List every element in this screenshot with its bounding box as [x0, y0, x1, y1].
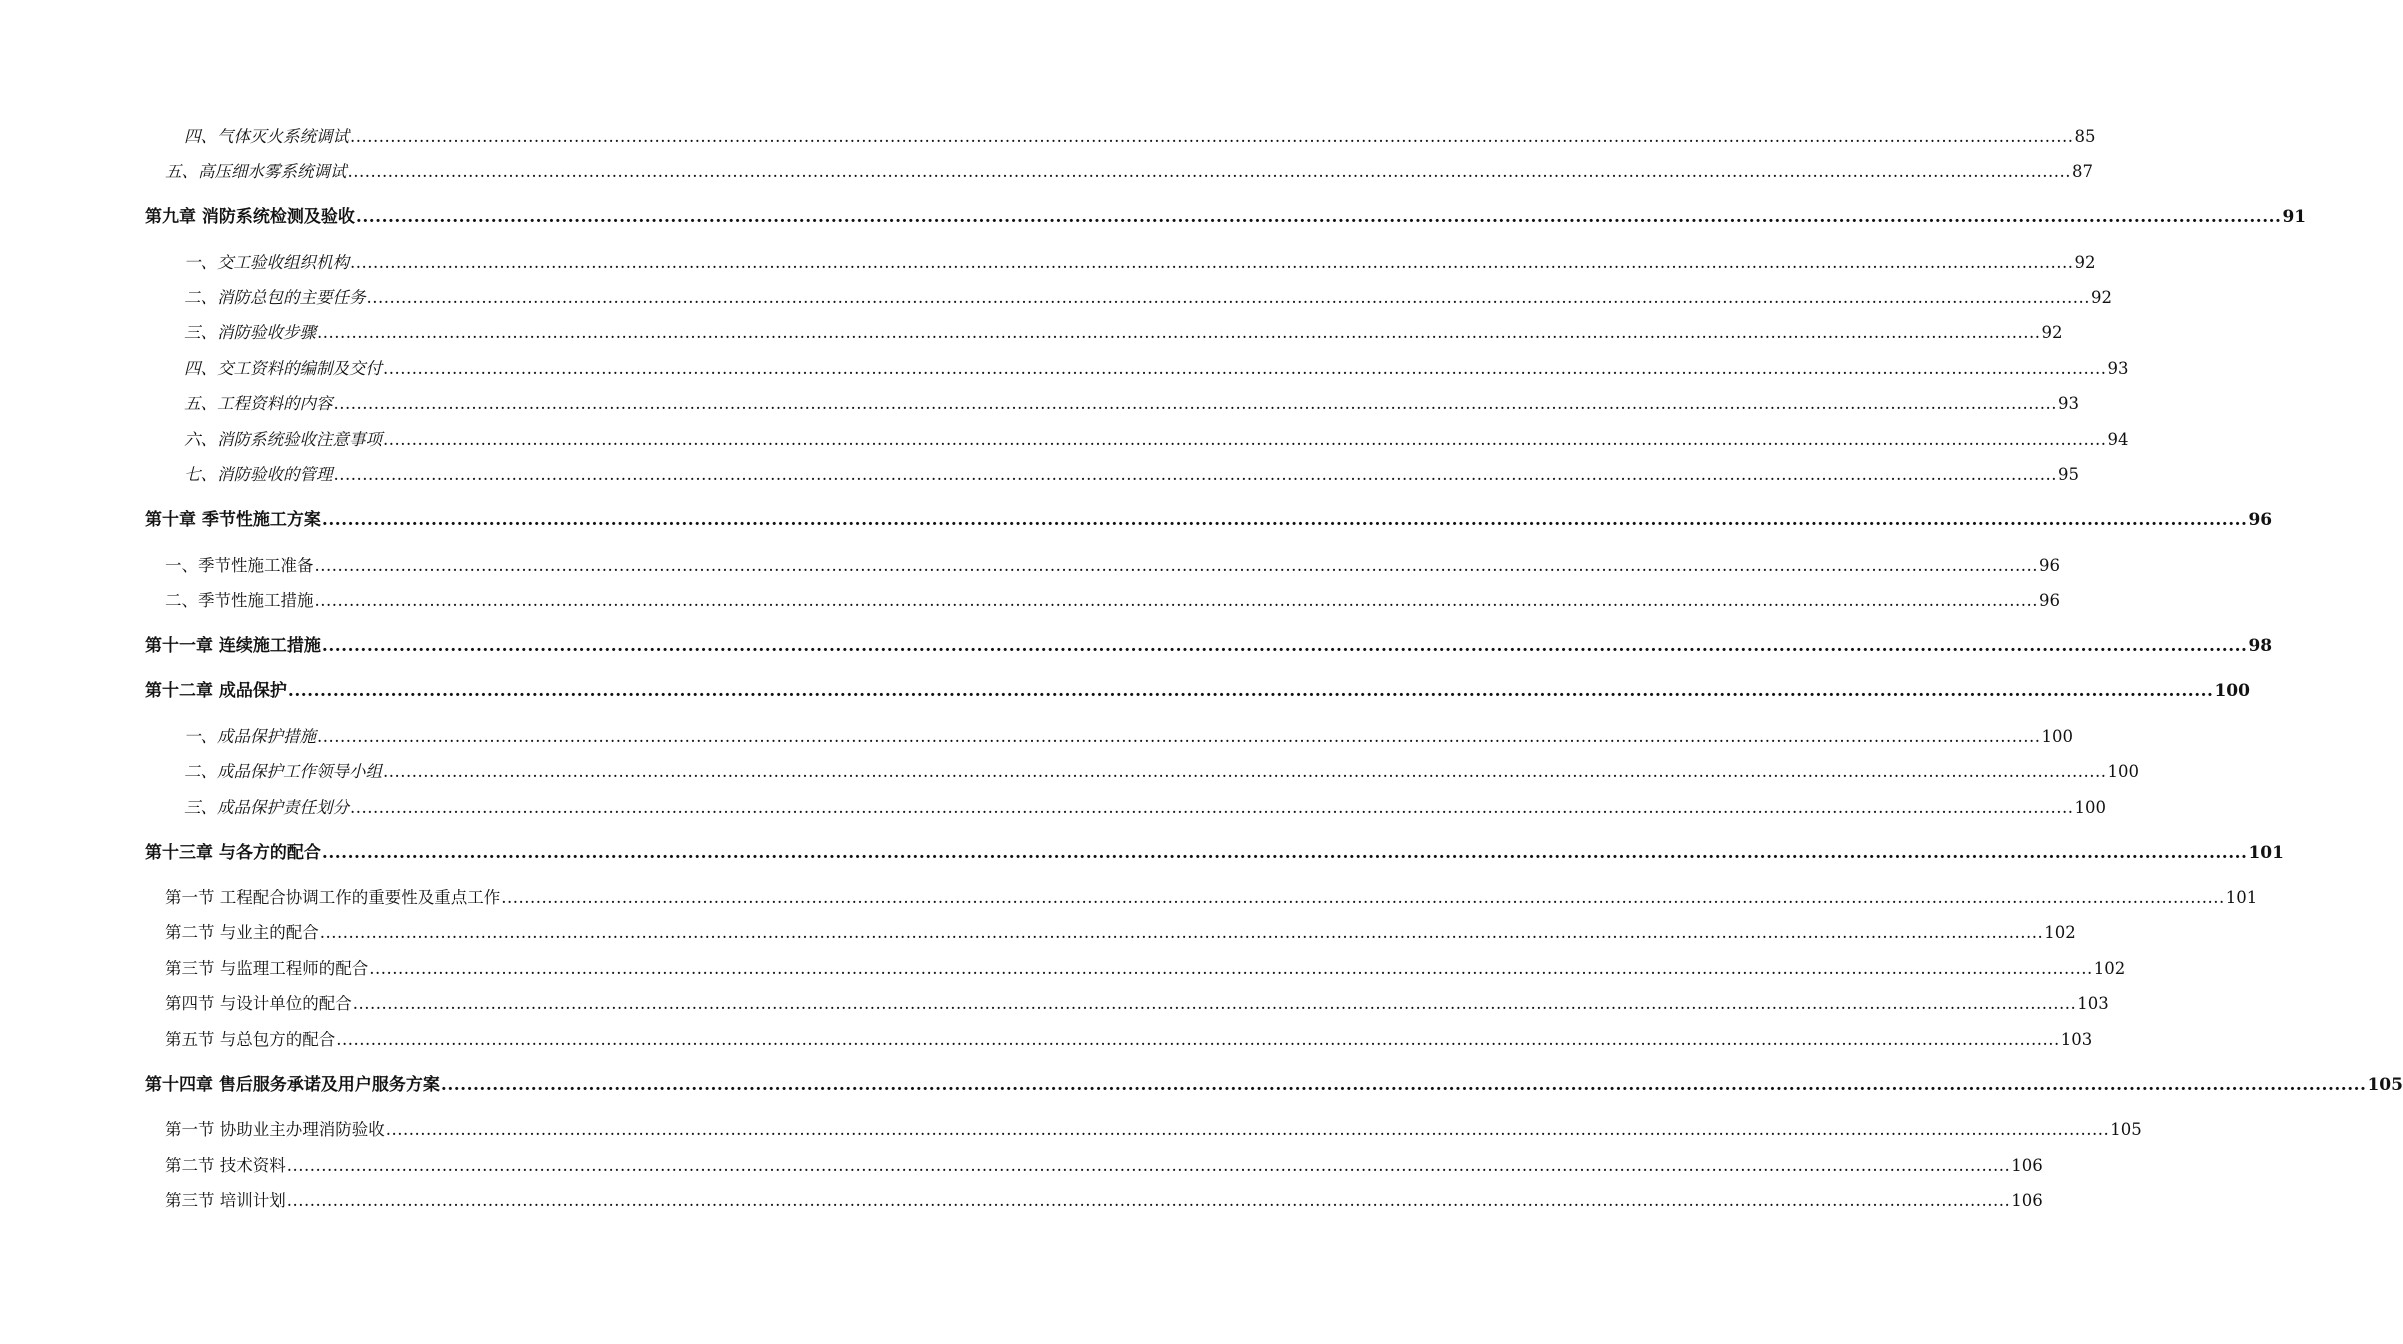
toc-entry[interactable]: [165, 589, 2060, 613]
toc-chapter-title: 第十二章 成品保护: [145, 681, 287, 701]
toc-entry[interactable]: [165, 1118, 2142, 1142]
dot-leader: ............................................................................................................................................................................................................................................................................................................: [350, 253, 2074, 272]
toc-entry[interactable]: [165, 554, 2060, 578]
dot-leader: ............................................................................................................................................................................................................................................................................................................: [321, 636, 2248, 656]
toc-chapter[interactable]: [145, 205, 2307, 229]
toc-entry-page: 94: [2107, 430, 2129, 449]
toc-entry-page: 105: [2110, 1120, 2142, 1139]
dot-leader: ............................................................................................................................................................................................................................................................................................................: [333, 394, 2057, 413]
toc-entry-title: 第四节 与设计单位的配合: [165, 994, 352, 1013]
toc-chapter-title: 第十三章 与各方的配合: [145, 843, 321, 863]
toc-entry-page: 102: [2044, 923, 2076, 942]
toc-chapter[interactable]: [145, 508, 2273, 532]
toc-chapter[interactable]: [145, 634, 2273, 658]
toc-entry-title: 一、季节性施工准备: [165, 556, 314, 575]
toc-chapter-title: 第十章 季节性施工方案: [145, 510, 321, 530]
toc-entry-title: 四、交工资料的编制及交付: [184, 359, 382, 378]
toc-entry[interactable]: [165, 921, 2076, 945]
dot-leader: ............................................................................................................................................................................................................................................................................................................: [287, 681, 2214, 701]
dot-leader: ............................................................................................................................................................................................................................................................................................................: [383, 430, 2107, 449]
toc-entry-page: 92: [2074, 253, 2096, 272]
toc-entry-page: 93: [2107, 359, 2129, 378]
dot-leader: ............................................................................................................................................................................................................................................................................................................: [501, 888, 2225, 907]
dot-leader: ............................................................................................................................................................................................................................................................................................................: [286, 1156, 2011, 1175]
dot-leader: ............................................................................................................................................................................................................................................................................................................: [350, 127, 2074, 146]
toc-entry-title: 二、消防总包的主要任务: [184, 288, 366, 307]
dot-leader: ............................................................................................................................................................................................................................................................................................................: [440, 1075, 2367, 1095]
toc-entry-page: 100: [2074, 798, 2106, 817]
dot-leader: ............................................................................................................................................................................................................................................................................................................: [336, 1030, 2060, 1049]
toc-entry-title: 五、高压细水雾系统调试: [165, 162, 347, 181]
toc-entry-title: 三、成品保护责任划分: [184, 798, 349, 817]
toc-chapter-page: 98: [2248, 636, 2273, 656]
toc-chapter-page: 105: [2367, 1075, 2403, 1095]
toc-entry-title: 四、气体灭火系统调试: [184, 127, 349, 146]
toc-entry-title: 二、季节性施工措施: [165, 591, 314, 610]
dot-leader: ............................................................................................................................................................................................................................................................................................................: [383, 359, 2107, 378]
toc-entry-title: 第一节 工程配合协调工作的重要性及重点工作: [165, 888, 501, 907]
toc-chapter-title: 第十四章 售后服务承诺及用户服务方案: [145, 1075, 440, 1095]
toc-entry[interactable]: [165, 886, 2258, 910]
toc-entry-title: 第三节 与监理工程师的配合: [165, 959, 369, 978]
toc-chapter-page: 100: [2214, 681, 2250, 701]
toc-entry-page: 101: [2225, 888, 2258, 907]
dot-leader: ............................................................................................................................................................................................................................................................................................................: [321, 843, 2248, 863]
toc-entry[interactable]: [165, 957, 2126, 981]
toc-entry[interactable]: [184, 286, 2112, 310]
toc-chapter[interactable]: [145, 679, 2250, 703]
toc-entry[interactable]: [184, 463, 2079, 487]
toc-entry-page: 92: [2090, 288, 2112, 307]
toc-entry-title: 第一节 协助业主办理消防验收: [165, 1120, 385, 1139]
toc-entry[interactable]: [184, 357, 2129, 381]
toc-entry-page: 93: [2057, 394, 2079, 413]
toc-chapter-title: 第十一章 连续施工措施: [145, 636, 321, 656]
toc-entry[interactable]: [184, 760, 2139, 784]
toc-entry-title: 第二节 技术资料: [165, 1156, 286, 1175]
toc-entry-page: 95: [2057, 465, 2079, 484]
dot-leader: ............................................................................................................................................................................................................................................................................................................: [355, 207, 2282, 227]
toc-entry-title: 第二节 与业主的配合: [165, 923, 319, 942]
toc-entry-title: 六、消防系统验收注意事项: [184, 430, 382, 449]
dot-leader: ............................................................................................................................................................................................................................................................................................................: [314, 556, 2038, 575]
toc-entry-title: 一、成品保护措施: [184, 727, 316, 746]
toc-entry-page: 103: [2060, 1030, 2093, 1049]
toc-entry[interactable]: [184, 125, 2096, 149]
toc-entry[interactable]: [165, 160, 2093, 184]
toc-entry-page: 103: [2077, 994, 2109, 1013]
toc-chapter[interactable]: [145, 1073, 2403, 1097]
toc-entry[interactable]: [184, 321, 2063, 345]
toc-entry[interactable]: [184, 796, 2106, 820]
toc-chapter[interactable]: [145, 841, 2284, 865]
toc-chapter-page: 91: [2282, 207, 2307, 227]
dot-leader: ............................................................................................................................................................................................................................................................................................................: [317, 323, 2041, 342]
dot-leader: ............................................................................................................................................................................................................................................................................................................: [366, 288, 2090, 307]
toc-entry-page: 85: [2074, 127, 2096, 146]
toc-entry-page: 100: [2041, 727, 2073, 746]
dot-leader: ............................................................................................................................................................................................................................................................................................................: [369, 959, 2093, 978]
toc-entry-title: 三、消防验收步骤: [184, 323, 316, 342]
toc-entry-page: 96: [2038, 556, 2060, 575]
toc-chapter-title: 第九章 消防系统检测及验收: [145, 207, 355, 227]
toc-chapter-page: 96: [2248, 510, 2273, 530]
toc-entry-page: 100: [2107, 762, 2139, 781]
toc-entry[interactable]: [184, 725, 2073, 749]
dot-leader: ............................................................................................................................................................................................................................................................................................................: [347, 162, 2071, 181]
toc-entry-title: 第五节 与总包方的配合: [165, 1030, 336, 1049]
toc-entry-title: 五、工程资料的内容: [184, 394, 333, 413]
dot-leader: ............................................................................................................................................................................................................................................................................................................: [385, 1120, 2110, 1139]
dot-leader: ............................................................................................................................................................................................................................................................................................................: [317, 727, 2041, 746]
toc-entry[interactable]: [184, 392, 2079, 416]
toc-entry[interactable]: [165, 1154, 2043, 1178]
dot-leader: ............................................................................................................................................................................................................................................................................................................: [286, 1191, 2011, 1210]
dot-leader: ............................................................................................................................................................................................................................................................................................................: [321, 510, 2248, 530]
toc-entry-title: 一、交工验收组织机构: [184, 253, 349, 272]
toc-entry-page: 87: [2071, 162, 2093, 181]
dot-leader: ............................................................................................................................................................................................................................................................................................................: [314, 591, 2038, 610]
toc-entry[interactable]: [184, 251, 2096, 275]
toc-entry-title: 二、成品保护工作领导小组: [184, 762, 382, 781]
toc-entry-title: 七、消防验收的管理: [184, 465, 333, 484]
toc-entry-page: 106: [2011, 1191, 2043, 1210]
dot-leader: ............................................................................................................................................................................................................................................................................................................: [333, 465, 2057, 484]
dot-leader: ............................................................................................................................................................................................................................................................................................................: [350, 798, 2074, 817]
toc-chapter-page: 101: [2248, 843, 2284, 863]
toc-entry[interactable]: [165, 992, 2109, 1016]
toc-entry-title: 第三节 培训计划: [165, 1191, 286, 1210]
toc-entry[interactable]: [165, 1189, 2043, 1213]
toc-entry-page: 102: [2093, 959, 2126, 978]
toc-entry-page: 106: [2011, 1156, 2043, 1175]
dot-leader: ............................................................................................................................................................................................................................................................................................................: [352, 994, 2077, 1013]
dot-leader: ............................................................................................................................................................................................................................................................................................................: [319, 923, 2044, 942]
toc-entry[interactable]: [184, 428, 2129, 452]
toc-entry[interactable]: [165, 1028, 2093, 1052]
toc-entry-page: 96: [2038, 591, 2060, 610]
dot-leader: ............................................................................................................................................................................................................................................................................................................: [383, 762, 2107, 781]
toc-entry-page: 92: [2041, 323, 2063, 342]
